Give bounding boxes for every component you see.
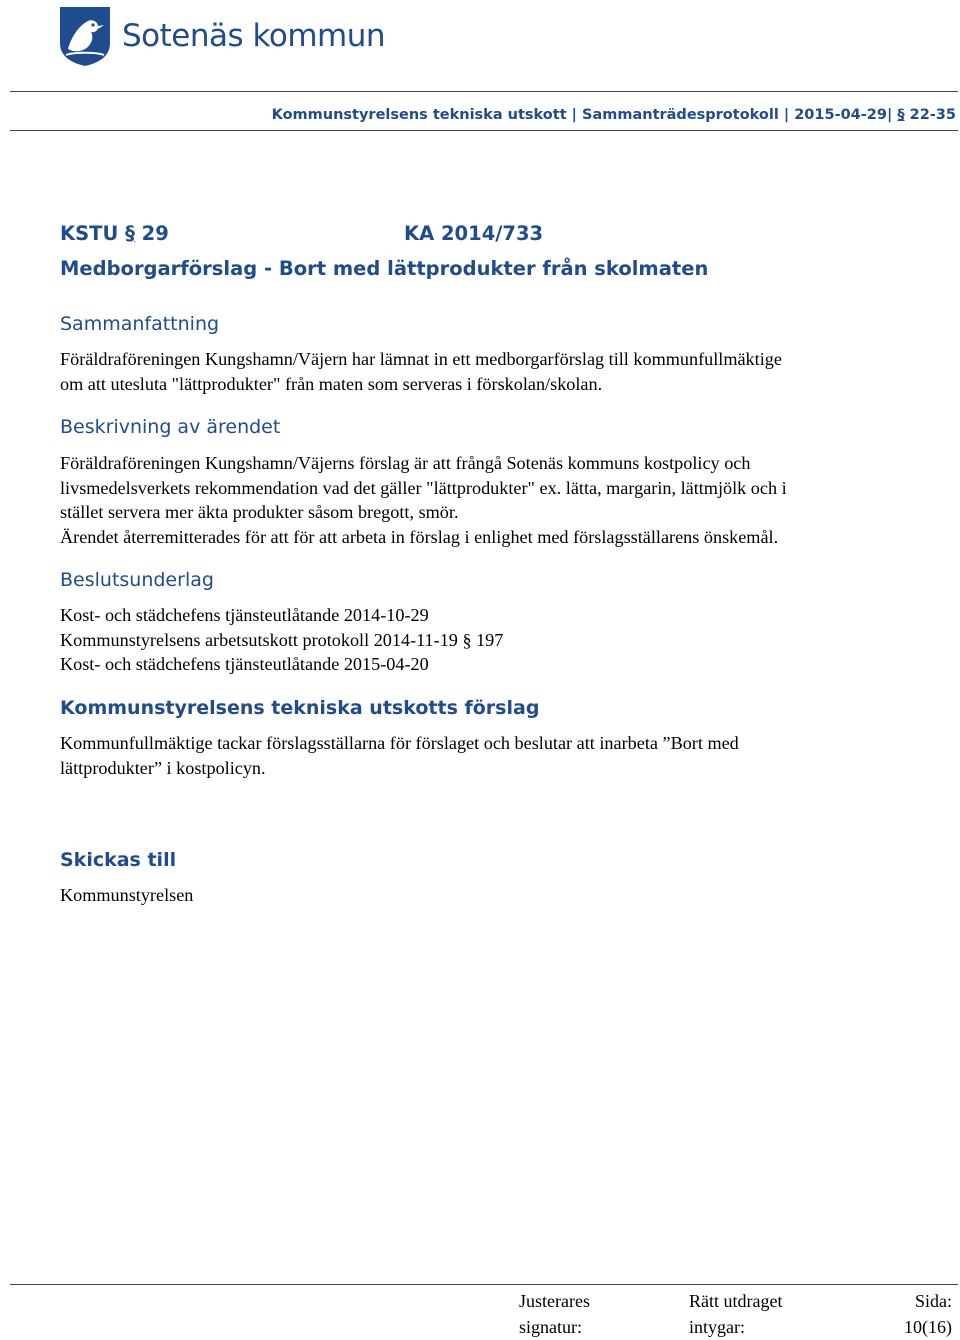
proposal-line: Kommunfullmäktige tackar förslagsställarna för förslaget och beslutar att inarbeta ”Bort med	[60, 733, 739, 753]
signature-label-cont: signatur:	[519, 1317, 582, 1337]
description-heading: Beskrivning av ärendet	[60, 416, 281, 438]
running-head	[272, 107, 956, 123]
logo	[58, 4, 385, 68]
description-line: stället servera mer äkta produkter såsom bregott, smör.	[60, 502, 459, 522]
page-value: 10(16)	[904, 1317, 952, 1337]
basis-item: Kost- och städchefens tjänsteutlåtande 2015-04-20	[60, 654, 429, 674]
description-line: Ärendet återremitterades för att för att arbeta in förslag i enlighet med förslagsställarens önskemål.	[60, 526, 779, 547]
basis-list	[60, 603, 503, 677]
footer-rule	[10, 1284, 958, 1285]
basis-heading: Beslutsunderlag	[60, 569, 214, 591]
logo-wordmark: Sotenäs kommun	[122, 18, 386, 54]
case-prefix: KSTU	[60, 222, 119, 245]
proposal-heading: Kommunstyrelsens tekniska utskotts förslag	[60, 697, 540, 719]
send-to-text	[60, 883, 193, 908]
proposal-text	[60, 731, 739, 780]
page-title: Medborgarförslag - Bort med lättprodukter från skolmaten	[60, 257, 709, 280]
description-line: livsmedelsverkets rekommendation vad det gäller "lättprodukter" ex. lätta, margarin, lättmjölk och i	[60, 477, 787, 498]
description-line: Föräldraföreningen Kungshamn/Väjerns förslag är att frångå Sotenäs kommuns kostpolicy och	[60, 453, 751, 473]
basis-item: Kost- och städchefens tjänsteutlåtande 2014-10-29	[60, 605, 429, 625]
certified-label-cont: intygar:	[689, 1317, 745, 1337]
description-text	[60, 451, 787, 549]
summary-line: Föräldraföreningen Kungshamn/Väjern har lämnat in ett medborgarförslag till kommunfullmäktige	[60, 349, 782, 369]
recipient: Kommunstyrelsen	[60, 885, 194, 905]
case-section-mark: §	[125, 222, 135, 245]
running-head-section-mark: §	[897, 107, 905, 123]
running-head-text: Kommunstyrelsens tekniska utskott | Sammanträdesprotokoll | 2015-04-29|	[271, 107, 898, 123]
case-paragraph-number: 29	[141, 222, 169, 245]
summary-text	[60, 347, 782, 396]
page-label: Sida:	[914, 1291, 952, 1311]
proposal-line: lättprodukter” i kostpolicyn.	[60, 757, 266, 778]
case-number	[60, 222, 169, 245]
certified-label: Rätt utdraget	[689, 1291, 783, 1311]
running-head-range: 22-35	[904, 107, 956, 123]
summary-heading: Sammanfattning	[60, 313, 220, 335]
signature-label: Justerares	[519, 1291, 590, 1311]
header-rule-lower	[10, 130, 958, 131]
basis-item: Kommunstyrelsens arbetsutskott protokoll 2014-11-19 § 197	[60, 629, 504, 650]
header-rule	[10, 91, 958, 92]
summary-line: om att utesluta "lättprodukter" från maten som serveras i förskolan/skolan.	[60, 373, 603, 394]
municipality-crest-icon	[58, 5, 112, 67]
certified-field	[689, 1288, 782, 1340]
signature-field	[519, 1288, 590, 1340]
case-reference: KA 2014/733	[404, 222, 544, 245]
send-to-heading: Skickas till	[60, 849, 177, 871]
page-number	[904, 1288, 952, 1340]
